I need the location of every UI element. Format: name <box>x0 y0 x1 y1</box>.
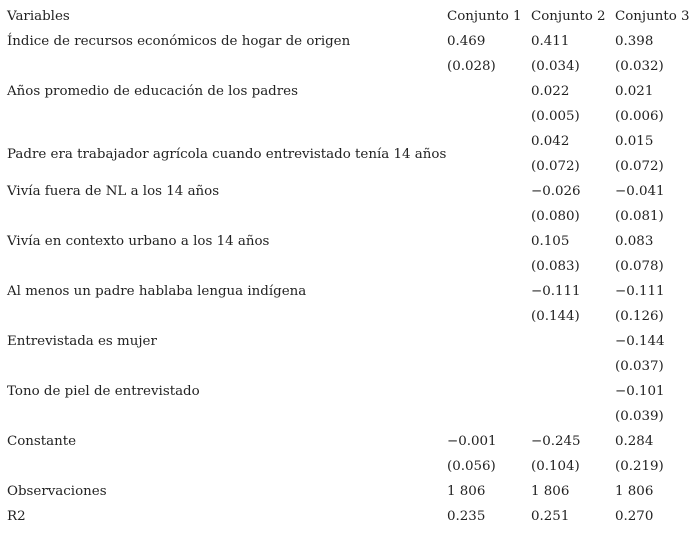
cell-conjunto-2: (0.080) <box>531 209 580 224</box>
cell-conjunto-2: 0.411 <box>531 34 570 49</box>
row-label: Índice de recursos económicos de hogar de origen <box>7 34 351 49</box>
cell-conjunto-1: (0.028) <box>447 59 496 74</box>
row-label: Al menos un padre hablaba lengua indígena <box>7 284 307 299</box>
row-label: R2 <box>7 509 26 524</box>
cell-conjunto-3: −0.101 <box>615 384 665 399</box>
cell-conjunto-2: (0.034) <box>531 59 580 74</box>
table-row <box>0 54 700 79</box>
cell-conjunto-2: 0.022 <box>531 84 570 99</box>
cell-conjunto-2: 0.042 <box>531 134 570 149</box>
cell-conjunto-2: −0.245 <box>531 434 581 449</box>
row-label: Vivía en contexto urbano a los 14 años <box>7 234 270 249</box>
table-row <box>0 79 700 104</box>
table-row <box>0 279 700 304</box>
table-row <box>0 229 700 254</box>
cell-conjunto-3: 0.083 <box>615 234 654 249</box>
table-row <box>0 29 700 54</box>
cell-conjunto-2: (0.005) <box>531 109 580 124</box>
cell-conjunto-2: 1 806 <box>531 484 570 499</box>
cell-conjunto-2: −0.026 <box>531 184 581 199</box>
header-conjunto-1: Conjunto 1 <box>447 9 522 24</box>
row-label: Tono de piel de entrevistado <box>7 384 200 399</box>
cell-conjunto-3: (0.126) <box>615 309 664 324</box>
row-label: Años promedio de educación de los padres <box>7 84 298 99</box>
row-label: Observaciones <box>7 484 107 499</box>
cell-conjunto-2: (0.144) <box>531 309 580 324</box>
row-label: Constante <box>7 434 77 449</box>
table-row <box>0 379 700 404</box>
cell-conjunto-1: 1 806 <box>447 484 486 499</box>
cell-conjunto-3: 0.398 <box>615 34 654 49</box>
table-row <box>0 454 700 479</box>
table-row <box>0 404 700 429</box>
cell-conjunto-1: −0.001 <box>447 434 497 449</box>
cell-conjunto-3: (0.078) <box>615 259 664 274</box>
table-row <box>0 179 700 204</box>
table-row <box>0 304 700 329</box>
row-label: Entrevistada es mujer <box>7 334 157 349</box>
cell-conjunto-3: (0.032) <box>615 59 664 74</box>
table-row <box>0 254 700 279</box>
table-row <box>0 479 700 504</box>
header-conjunto-2: Conjunto 2 <box>531 9 606 24</box>
cell-conjunto-2: (0.083) <box>531 259 580 274</box>
cell-conjunto-3: (0.072) <box>615 159 664 174</box>
table-row <box>0 104 700 129</box>
cell-conjunto-2: (0.104) <box>531 459 580 474</box>
table-row <box>0 429 700 454</box>
cell-conjunto-3: (0.039) <box>615 409 664 424</box>
cell-conjunto-1: (0.056) <box>447 459 496 474</box>
header-row <box>0 4 700 29</box>
cell-conjunto-3: 0.270 <box>615 509 654 524</box>
cell-conjunto-3: 0.284 <box>615 434 654 449</box>
cell-conjunto-3: (0.219) <box>615 459 664 474</box>
header-variables: Variables <box>7 9 70 24</box>
cell-conjunto-3: (0.081) <box>615 209 664 224</box>
table-row <box>0 329 700 354</box>
cell-conjunto-3: 1 806 <box>615 484 654 499</box>
cell-conjunto-1: 0.235 <box>447 509 486 524</box>
cell-conjunto-3: −0.041 <box>615 184 665 199</box>
cell-conjunto-3: −0.111 <box>615 284 665 299</box>
cell-conjunto-3: 0.015 <box>615 134 654 149</box>
cell-conjunto-3: 0.021 <box>615 84 654 99</box>
cell-conjunto-2: 0.105 <box>531 234 570 249</box>
cell-conjunto-3: −0.144 <box>615 334 665 349</box>
table-row <box>0 354 700 379</box>
cell-conjunto-3: (0.006) <box>615 109 664 124</box>
cell-conjunto-2: 0.251 <box>531 509 570 524</box>
row-label-padre-agricola: Padre era trabajador agrícola cuando entrevistado tenía 14 años <box>7 147 447 162</box>
header-conjunto-3: Conjunto 3 <box>615 9 690 24</box>
cell-conjunto-2: −0.111 <box>531 284 581 299</box>
cell-conjunto-2: (0.072) <box>531 159 580 174</box>
table-row <box>0 204 700 229</box>
table-row <box>0 504 700 529</box>
row-label: Vivía fuera de NL a los 14 años <box>7 184 220 199</box>
cell-conjunto-3: (0.037) <box>615 359 664 374</box>
cell-conjunto-1: 0.469 <box>447 34 486 49</box>
